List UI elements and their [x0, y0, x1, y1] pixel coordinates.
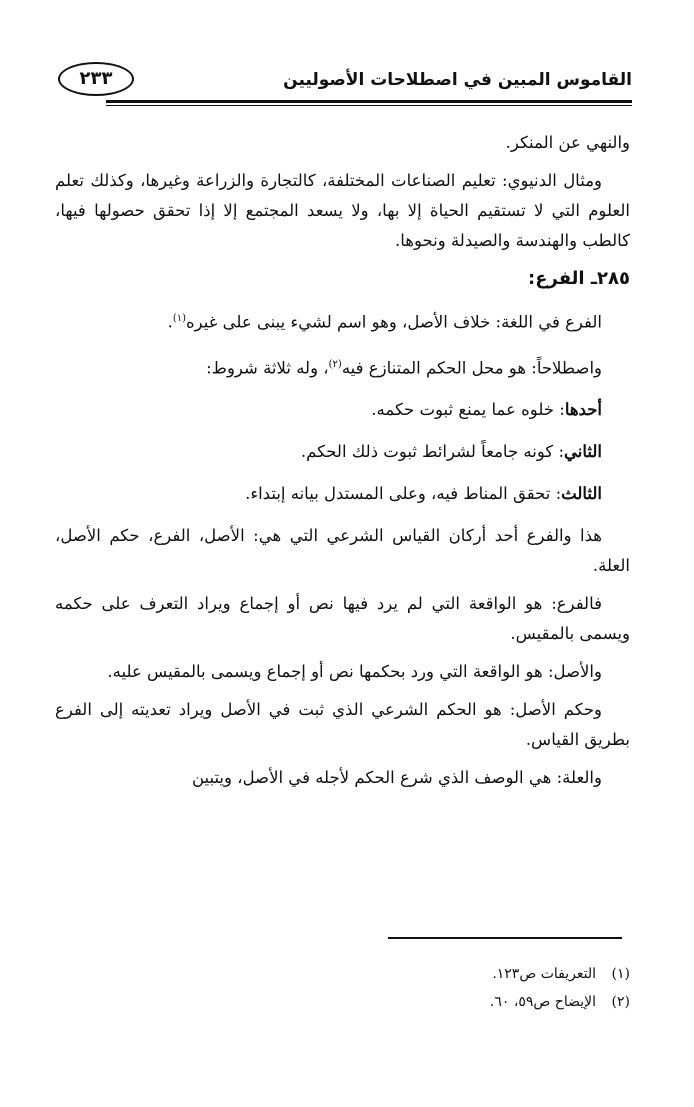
- definition-line: [55, 350, 630, 384]
- paragraph: والعلة: هي الوصف الذي شرع الحكم لأجله في الأصل، ويتبين: [191, 768, 602, 787]
- entry-heading: [55, 264, 630, 294]
- definition-line: [55, 304, 630, 338]
- running-header: [50, 58, 632, 102]
- condition-line: [55, 479, 630, 509]
- paragraph: وحكم الأصل: هو الحكم الشرعي الذي ثبت في الأصل ويراد تعديته إلى الفرع بطريق القياس.: [55, 700, 630, 749]
- footnote-text: الإيضاح ص٥٩، ٦٠.: [489, 994, 596, 1010]
- paragraph: هذا والفرع أحد أركان القياس الشرعي التي هي: الأصل، الفرع، حكم الأصل، العلة.: [55, 526, 630, 575]
- condition-term: الثاني: [564, 442, 602, 461]
- footnotes: [490, 960, 630, 1016]
- page-number: ٢٣٣: [58, 62, 134, 96]
- paragraph: والنهي عن المنكر.: [505, 133, 630, 152]
- entry-title: الفرع:: [528, 268, 585, 289]
- header-rule: [106, 100, 632, 103]
- entry-dash: ـ: [590, 268, 598, 289]
- condition-line: [55, 437, 630, 467]
- footnote-text: التعريفات ص١٢٣.: [492, 966, 596, 982]
- condition-line: [55, 395, 630, 425]
- definition-text: الفرع في اللغة: خلاف الأصل، وهو اسم لشيء يبنى على غيره: [186, 312, 602, 332]
- footnote-ref: (١): [172, 313, 187, 324]
- condition-term: الثالث: [561, 484, 602, 503]
- definition-text-cont: ، وله ثلاثة شروط:: [206, 358, 329, 377]
- condition-term: أحدها: [564, 400, 602, 419]
- definition-text: واصطلاحاً: هو محل الحكم المتنازع فيه: [341, 358, 602, 377]
- entry-number: ٢٨٥: [597, 268, 630, 289]
- definition-end: .: [167, 312, 173, 332]
- footnote: [490, 988, 630, 1016]
- condition-text: : خلوه عما يمنع ثبوت حكمه.: [371, 400, 565, 419]
- footnote-number: (٢): [611, 994, 630, 1010]
- paragraph: ومثال الدنيوي: تعليم الصناعات المختلفة، كالتجارة والزراعة وغيرها، وكذلك تعلم العلوم التي لا تستقيم الحياة إلا بها، ولا يسعد المجتمع إلا إذا تحقق حصولها فيها، كالطب والهندسة والصيدلة ونحوها.: [55, 171, 630, 250]
- footnote-number: (١): [611, 966, 630, 982]
- condition-text: : تحقق المناط فيه، وعلى المستدل بيانه إبتداء.: [245, 484, 562, 503]
- paragraph: فالفرع: هو الواقعة التي لم يرد فيها نص أو إجماع ويراد التعرف على حكمه ويسمى بالمقيس.: [55, 594, 630, 643]
- footnote: [490, 960, 630, 988]
- main-text: [55, 128, 630, 801]
- book-title: القاموس المبين في اصطلاحات الأصوليين: [283, 70, 632, 90]
- header-rule-thin: [106, 105, 632, 106]
- paragraph: والأصل: هو الواقعة التي ورد بحكمها نص أو إجماع ويسمى بالمقيس عليه.: [107, 662, 602, 681]
- footnote-ref: (٢): [328, 358, 342, 370]
- footnote-separator: [388, 937, 622, 939]
- condition-text: : كونه جامعاً لشرائط ثبوت ذلك الحكم.: [300, 442, 565, 461]
